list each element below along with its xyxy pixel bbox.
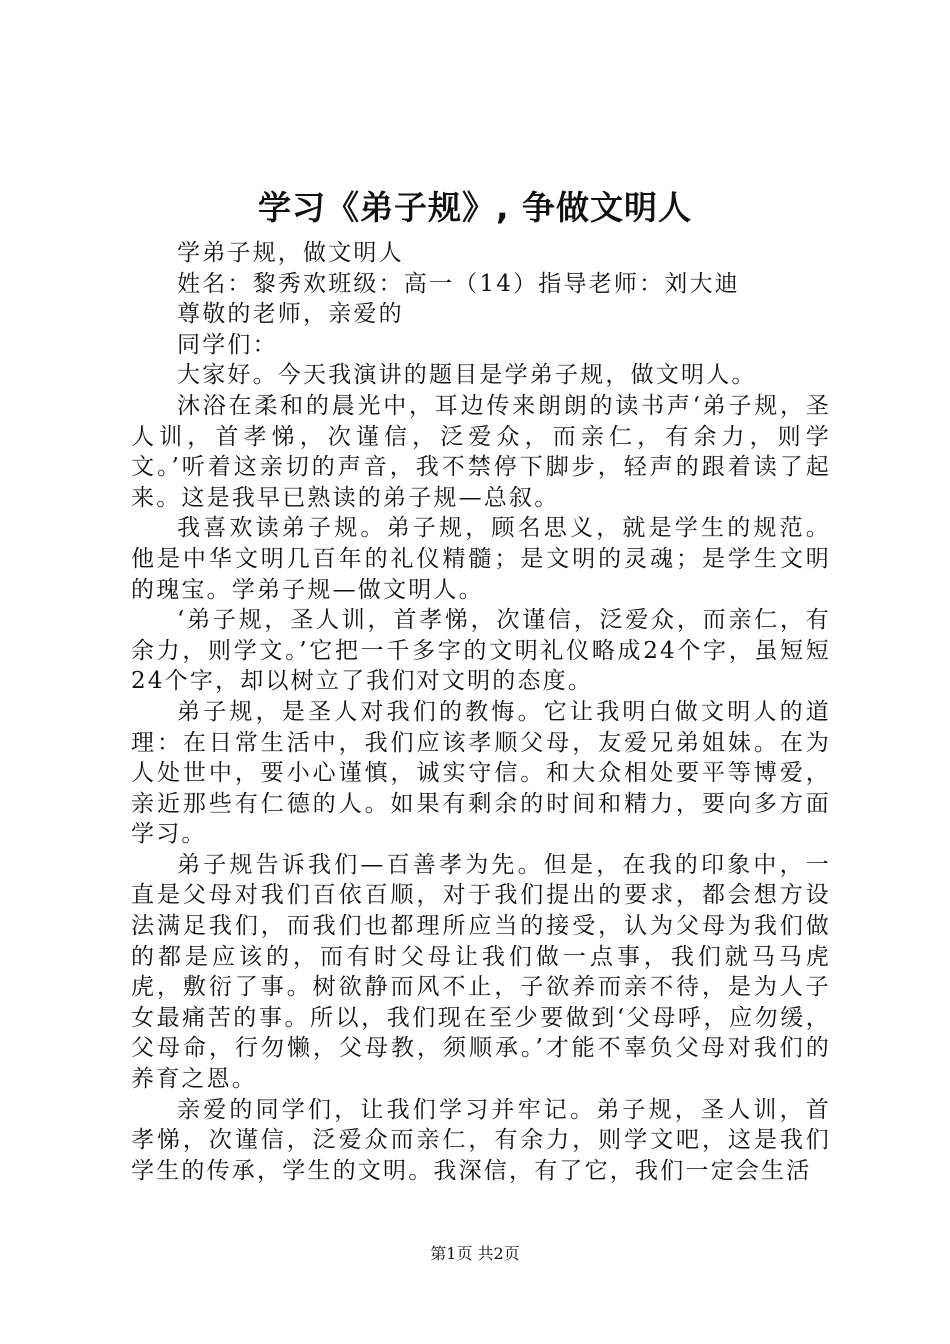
document-body (131, 238, 831, 1186)
paragraph: ‘弟子规，圣人训，首孝悌，次谨信，泛爱众，而亲仁，有余力，则学文。’它把一千多字的文明礼仪略成24个字，虽短短24个字，却以树立了我们对文明的态度。 (131, 607, 831, 695)
paragraph: 亲爱的同学们，让我们学习并牢记。弟子规，圣人训，首孝悌，次谨信，泛爱众而亲仁，有余力，则学文吧，这是我们学生的传承，学生的文明。我深信，有了它，我们一定会生活 (131, 1096, 831, 1184)
paragraph: 我喜欢读弟子规。弟子规，顾名思义，就是学生的规范。他是中华文明几百年的礼仪精髓；是文明的灵魂；是学生文明的瑰宝。学弟子规—做文明人。 (131, 515, 831, 603)
paragraph: 弟子规告诉我们—百善孝为先。但是，在我的印象中，一直是父母对我们百依百顺，对于我们提出的要求，都会想方设法满足我们，而我们也都理所应当的接受，认为父母为我们做的都是应该的，而有时父母让我们做一点事，我们就马马虎虎，敷衍了事。树欲静而风不止，子欲养而亲不待，是为人子女最痛苦的事。所以，我们现在至少要做到‘父母呼，应勿缓，父母命，行勿懒，父母教，须顺承。’才能不辜负父母对我们的养育之恩。 (131, 851, 831, 1093)
paragraph-greeting-cont: 同学们： (177, 331, 278, 358)
paragraph: 弟子规，是圣人对我们的教悔。它让我明白做文明人的道理：在日常生活中，我们应该孝顺父母，友爱兄弟姐妹。在为人处世中，要小心谨慎，诚实守信。和大众相处要平等博爱，亲近那些有仁德的人。如果有剩余的时间和精力，要向多方面学习。 (131, 698, 831, 848)
paragraph-subtitle: 学弟子规，做文明人 (177, 240, 404, 266)
document-title: 学习《弟子规》, 争做文明人 (257, 188, 693, 227)
paragraph-author-info: 姓名：黎秀欢班级：高一（14）指导老师：刘大迪 (177, 270, 740, 297)
page-footer: 第1页 共2页 (430, 1244, 520, 1263)
paragraph-greeting: 尊敬的老师，亲爱的 (177, 301, 404, 328)
paragraph-intro: 大家好。今天我演讲的题目是学弟子规，做文明人。 (177, 362, 757, 389)
paragraph: 沐浴在柔和的晨光中，耳边传来朗朗的读书声‘弟子规，圣人训，首孝悌，次谨信，泛爱众，而亲仁，有余力，则学文。’听着这亲切的声音，我不禁停下脚步，轻声的跟着读了起来。这是我早已熟读的弟子规—总叙。 (131, 392, 831, 511)
